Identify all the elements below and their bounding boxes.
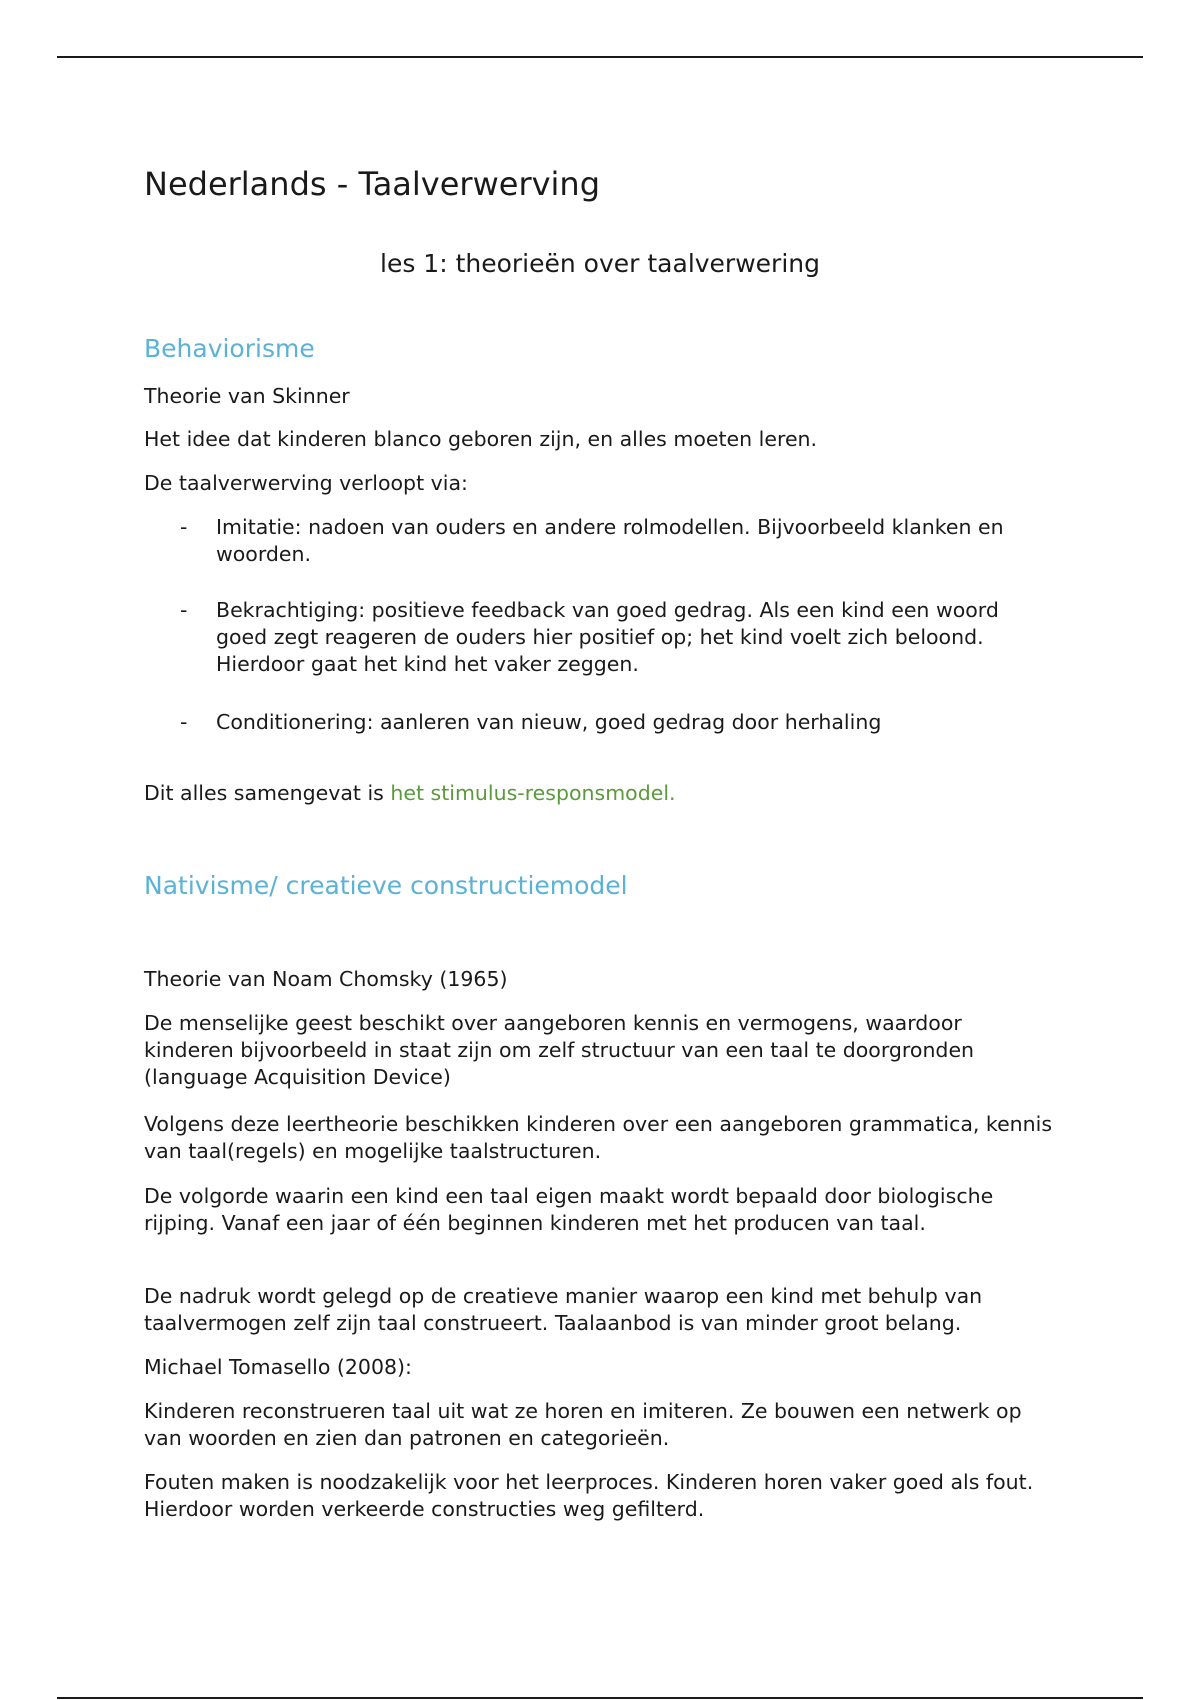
behaviorisme-intro: De taalverwerving verloopt via:: [144, 471, 468, 495]
bullet-dash: -: [180, 515, 188, 539]
bullet-text: Imitatie: nadoen van ouders en andere rolmodellen. Bijvoorbeeld klanken en woorden.: [216, 515, 1004, 566]
summary-prefix: Dit alles samengevat is: [144, 781, 391, 805]
top-rule: [57, 56, 1143, 58]
bullet-dash: -: [180, 710, 188, 734]
section-heading-nativisme: Nativisme/ creatieve constructiemodel: [144, 871, 628, 900]
behaviorisme-summary: [144, 780, 1056, 807]
tomasello-reference: Michael Tomasello (2008):: [144, 1355, 412, 1379]
bullet-text: Conditionering: aanleren van nieuw, goed gedrag door herhaling: [216, 710, 882, 734]
nativisme-paragraph: De menselijke geest beschikt over aangeboren kennis en vermogens, waardoor kinderen bijvoorbeeld in staat zijn om zelf structuur van een taal te doorgronden (language Acquisition Device): [144, 1011, 975, 1089]
nativisme-theory: Theorie van Noam Chomsky (1965): [144, 967, 508, 991]
nativisme-paragraph: De volgorde waarin een kind een taal eigen maakt wordt bepaald door biologische rijping. Vanaf een jaar of één beginnen kinderen met het producen van taal.: [144, 1184, 994, 1235]
nativisme-paragraph: Volgens deze leertheorie beschikken kinderen over een aangeboren grammatica, kennis van taal(regels) en mogelijke taalstructuren.: [144, 1112, 1053, 1163]
bullet-dash: -: [180, 598, 188, 622]
nativisme-paragraph: De nadruk wordt gelegd op de creatieve manier waarop een kind met behulp van taalvermogen zelf zijn taal construeert. Taalaanbod is van minder groot belang.: [144, 1284, 983, 1335]
nativisme-paragraph: Fouten maken is noodzakelijk voor het leerproces. Kinderen horen vaker goed als fout. Hierdoor worden verkeerde constructies weg gefilterd.: [144, 1470, 1034, 1521]
section-heading-behaviorisme: Behaviorisme: [144, 334, 315, 363]
stimulus-responsmodel-highlight: het stimulus-responsmodel.: [390, 781, 676, 805]
bottom-rule: [57, 1697, 1143, 1699]
nativisme-paragraph: Kinderen reconstrueren taal uit wat ze horen en imiteren. Ze bouwen een netwerk op van woorden en zien dan patronen en categorieën.: [144, 1399, 1022, 1450]
bullet-text: Bekrachtiging: positieve feedback van goed gedrag. Als een kind een woord goed zegt reageren de ouders hier positief op; het kind voelt zich beloond. Hierdoor gaat het kind het vaker zeggen.: [216, 598, 999, 676]
lesson-subtitle: les 1: theorieën over taalverwering: [380, 249, 820, 278]
behaviorisme-theory: Theorie van Skinner: [144, 384, 350, 408]
document-title: Nederlands - Taalverwerving: [144, 165, 601, 203]
behaviorisme-idea: Het idee dat kinderen blanco geboren zijn, en alles moeten leren.: [144, 427, 818, 451]
